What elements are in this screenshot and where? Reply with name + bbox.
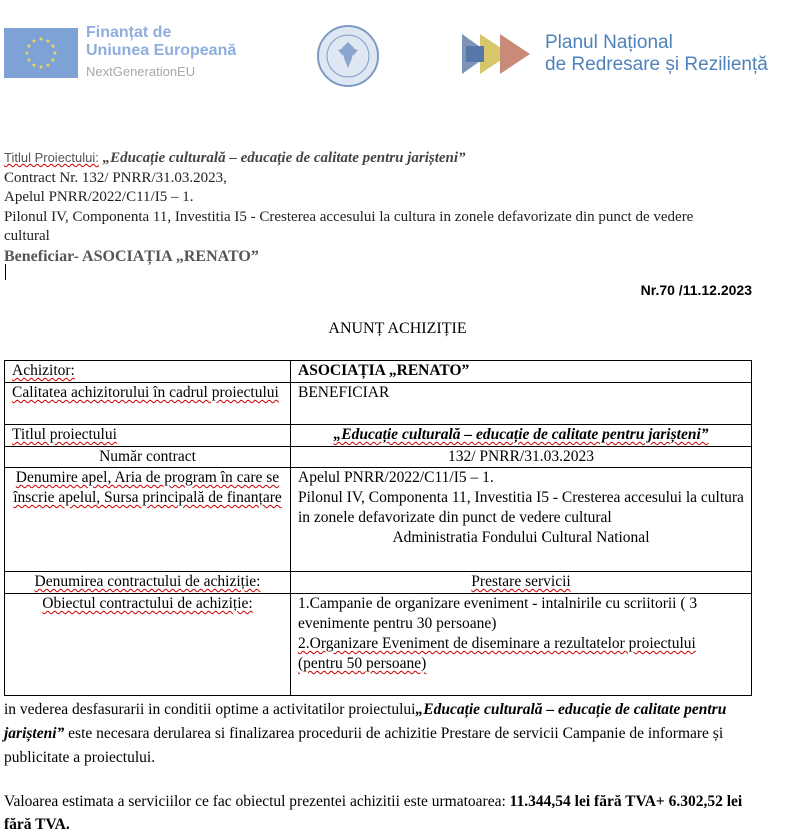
document-number: Nr.70 /11.12.2023 <box>640 282 752 298</box>
call-value-1: Apelul PNRR/2022/C11/I5 – 1. <box>298 469 494 486</box>
table-cell <box>291 425 752 447</box>
table-cell <box>5 594 291 696</box>
project-title-label: Titlul Proiectului: <box>4 150 99 165</box>
beneficiary-line: Beneficiar- ASOCIAȚIA „RENATO” <box>4 247 259 265</box>
table-row <box>5 447 752 468</box>
svg-text:★: ★ <box>26 57 32 64</box>
table-row <box>5 594 752 696</box>
eu-funded-line2: Uniunea Europeană <box>86 42 237 59</box>
purpose-text-post: este necesara derularea si finalizarea procedurii de achizitie Prestare de servicii Campanie de informare și publicitate a proiectului. <box>4 725 724 766</box>
call-value-3: Administratia Fondului Cultural National <box>392 529 650 546</box>
value-paragraph <box>4 790 764 836</box>
table-cell <box>291 594 752 696</box>
acquirer-role-label: Calitatea achizitorului în cadrul proiectului <box>12 384 279 401</box>
table-cell <box>5 425 291 447</box>
table-cell <box>291 572 752 594</box>
purpose-paragraph <box>4 698 764 770</box>
acquirer-role-value: BENEFICIAR <box>291 383 752 425</box>
acquirer-value: ASOCIAȚIA „RENATO” <box>291 361 752 383</box>
purpose-text-pre: in vederea desfasurarii in conditii optime a activitatilor proiectului <box>4 701 416 718</box>
contract-number-label: Număr contract <box>5 447 291 468</box>
svg-text:★: ★ <box>31 38 37 45</box>
text-cursor <box>5 264 6 280</box>
table-cell <box>5 468 291 572</box>
project-title: „Educație culturală – educație de calitate pentru jarișteni” <box>102 150 466 166</box>
call-label: Denumire apel, Aria de program în care se înscrie apelul, Sursa principală de finanțare <box>13 469 282 506</box>
svg-text:★: ★ <box>52 50 58 57</box>
government-seal-icon <box>316 24 380 88</box>
table-cell <box>5 572 291 594</box>
table-row <box>5 468 752 572</box>
svg-text:★: ★ <box>50 43 56 50</box>
pnrr-title-line2: de Redresare și Reziliență <box>545 54 768 75</box>
table-cell <box>5 383 291 425</box>
svg-text:★: ★ <box>26 43 32 50</box>
contract-name-value: Prestare servicii <box>471 573 571 590</box>
pnrr-logo-icon <box>462 32 538 76</box>
table-row <box>5 572 752 594</box>
purpose-project-title: „Educație culturală – educație de calitate pentru jarișteni” <box>4 701 727 742</box>
call-line: Apelul PNRR/2022/C11/I5 – 1. <box>4 189 194 205</box>
contract-object-item-1: 1.Campanie de organizare eveniment - intalnirile cu scriitorii ( 3 evenimente pentru 30 persoane) <box>298 595 698 632</box>
eu-funded-line3: NextGenerationEU <box>86 64 196 79</box>
svg-text:★: ★ <box>24 50 30 57</box>
table-row <box>5 361 752 383</box>
table-row <box>5 383 752 425</box>
table-cell <box>5 361 291 383</box>
contract-object-item-2: 2.Organizare Eveniment de diseminare a rezultatelor proiectului (pentru 50 persoane) <box>298 635 696 672</box>
value-amount: 11.344,54 lei fără TVA+ 6.302,52 lei fără TVA. <box>4 793 743 833</box>
table-cell <box>291 468 752 572</box>
svg-text:★: ★ <box>45 38 51 45</box>
pnrr-title-line1: Planul Național <box>545 32 673 53</box>
project-title-line <box>4 148 764 169</box>
contract-object-label: Obiectul contractului de achiziție: <box>42 595 253 612</box>
project-info <box>4 148 764 266</box>
acquirer-label: Achizitor: <box>12 362 75 379</box>
eu-funded-line1: Finanțat de <box>86 24 172 41</box>
svg-text:★: ★ <box>38 64 44 71</box>
value-text-pre: Valoarea estimata a serviciilor ce fac obiectul prezentei achizitii este urmatoarea: <box>4 793 510 810</box>
svg-text:★: ★ <box>31 62 37 69</box>
eu-flag-icon <box>4 28 78 78</box>
header-logos <box>0 0 795 110</box>
svg-text:★: ★ <box>38 36 44 43</box>
contract-line: Contract Nr. 132/ PNRR/31.03.2023, <box>4 169 227 186</box>
call-value-2: Pilonul IV, Componenta 11, Investitia I5 - Cresterea accesului la cultura in zonele defavorizate din punct de vedere cultural <box>298 489 744 526</box>
pillar-line: Pilonul IV, Componenta 11, Investitia I5 - Cresterea accesului la cultura in zonele defavorizate din punct de vedere cultural <box>4 208 694 244</box>
page-title: ANUNȚ ACHIZIȚIE <box>328 320 467 337</box>
table-row <box>5 425 752 447</box>
svg-text:★: ★ <box>45 62 51 69</box>
project-title-label: Titlul proiectului <box>12 426 117 443</box>
project-title-value: „Educație culturală – educație de calitate pentru jarișteni” <box>333 426 709 443</box>
contract-name-label: Denumirea contractului de achiziție: <box>34 573 261 590</box>
procurement-table <box>4 360 752 696</box>
contract-number-value: 132/ PNRR/31.03.2023 <box>291 447 752 468</box>
svg-text:★: ★ <box>50 57 56 64</box>
